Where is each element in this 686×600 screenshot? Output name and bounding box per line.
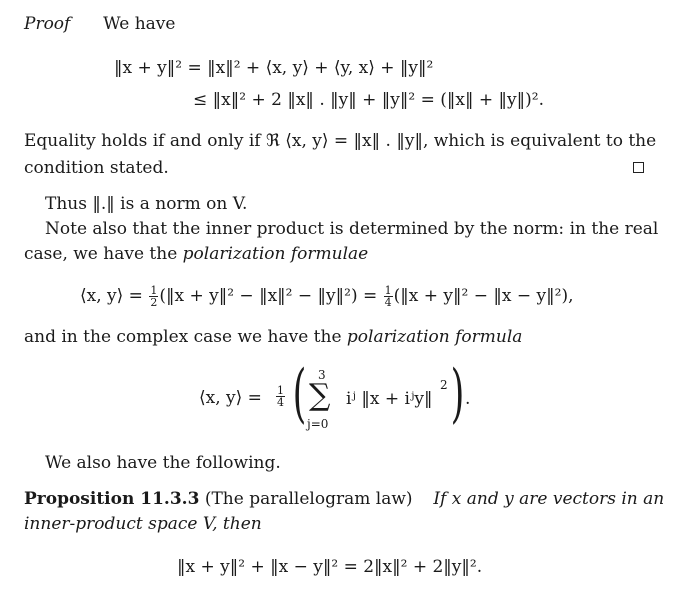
note-line-2-prefix: case, we have the — [24, 244, 183, 264]
summation-symbol: ∑ — [309, 378, 331, 413]
also-have-text: We also have the following. — [45, 453, 281, 473]
fraction-one-half: $\frac{1}{2}$ — [150, 284, 158, 309]
proposition-title: (The parallelogram law) — [204, 489, 413, 509]
proposition-label: Proposition 11.3.3 — [24, 489, 200, 509]
complex-fraction: $\frac{1}{4}$ — [277, 384, 284, 409]
sum-upper-limit: 3 — [318, 368, 326, 382]
note-line-2 — [24, 244, 368, 264]
equality-text-line-1: Equality holds if and only if ℜ ⟨x, y⟩ = ‖x‖ . ‖y‖, which is equivalent to the — [24, 131, 657, 151]
real-polarization-formula — [80, 285, 573, 308]
proposition-statement-1: If x and y are vectors in an — [433, 489, 665, 509]
proof-label: Proof — [24, 14, 71, 34]
real-lhs: ⟨x, y⟩ = — [80, 286, 143, 306]
qed-square-icon — [633, 162, 644, 173]
fraction-one-quarter: $\frac{1}{4}$ — [384, 284, 392, 309]
complex-case-prefix: and in the complex case we have the — [24, 327, 347, 347]
complex-case-text — [24, 327, 522, 347]
real-rhs: (‖x + y‖² − ‖x − y‖²), — [393, 286, 574, 306]
proof-equation-2: ≤ ‖x‖² + 2 ‖x‖ . ‖y‖ + ‖y‖² = (‖x‖ + ‖y‖)². — [193, 90, 544, 110]
polarization-formula-term: polarization formula — [346, 327, 523, 347]
complex-lhs: ⟨x, y⟩ = — [199, 388, 262, 408]
complex-end-period: . — [465, 389, 471, 409]
proof-heading — [24, 14, 175, 34]
complex-power: 2 — [440, 378, 448, 392]
right-big-paren: ) — [450, 357, 465, 431]
note-line-1: Note also that the inner product is determined by the norm: in the real — [45, 219, 659, 239]
proposition-statement-2: inner-product space V, then — [24, 514, 262, 534]
polarization-formulae-term: polarization formulae — [182, 244, 369, 264]
left-big-paren: ( — [292, 357, 307, 431]
parallelogram-formula: ‖x + y‖² + ‖x − y‖² = 2‖x‖² + 2‖y‖². — [177, 557, 483, 577]
complex-term: iʲ ‖x + iʲy‖ — [346, 389, 433, 409]
thus-line: Thus ‖.‖ is a norm on V. — [45, 194, 248, 214]
proof-equation-1: ‖x + y‖² = ‖x‖² + ⟨x, y⟩ + ⟨y, x⟩ + ‖y‖² — [114, 58, 434, 78]
sum-lower-limit: j=0 — [307, 417, 329, 431]
real-middle: (‖x + y‖² − ‖x‖² − ‖y‖²) = — [159, 286, 378, 306]
proposition-line-1 — [24, 489, 664, 509]
equality-text-line-2: condition stated. — [24, 158, 169, 178]
proof-intro: We have — [103, 14, 176, 34]
